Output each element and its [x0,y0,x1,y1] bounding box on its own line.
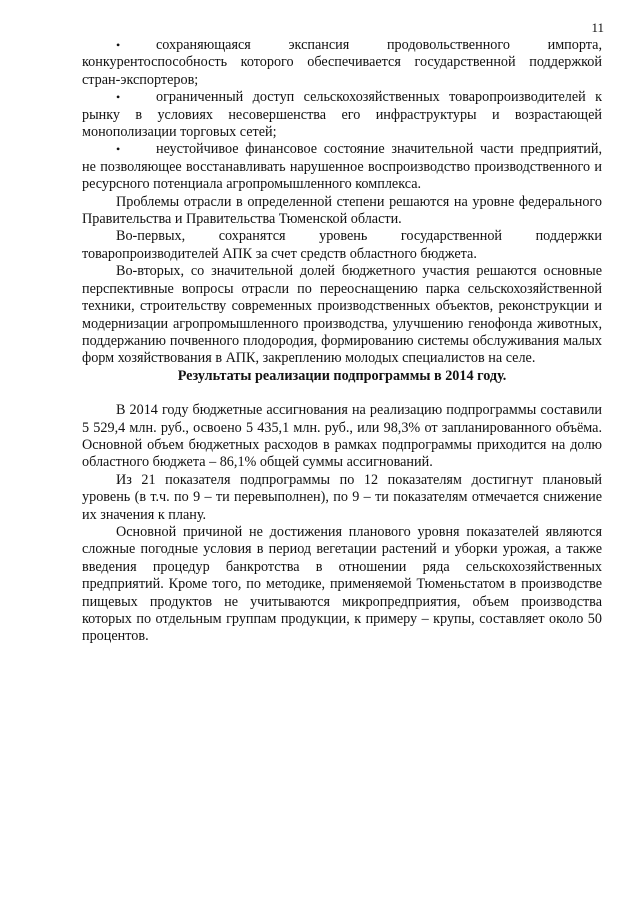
bullet-item-1 [82,37,602,89]
paragraph-second: Во-вторых, со значительной долей бюджетного участия решаются основные перспективные вопросы отрасли по переоснащению парка сельскохозяйственной техники, строительству современных производственных объектов, реконструкции и модернизации агропромышленного производства, улучшению генофонда животных, поддержанию почвенного плодородия, формированию системы обслуживания малых форм хозяйствования в АПК, закреплению молодых специалистов на селе. [82,263,602,367]
bullet-text: неустойчивое финансовое состояние значительной части предприятий, не позволяющее восстанавливать нарушенное воспроизводство производственного и ресурсного потенциала агропромышленного комплекса. [82,141,602,193]
bullet-text: сохраняющаяся экспансия продовольственного импорта, конкурентоспособность которого обеспечивается государственной поддержкой стран-экспортеров; [82,37,602,88]
bullet-item-2 [82,89,602,141]
bullet-icon: • [116,90,121,105]
paragraph-reasons: Основной причиной не достижения планового уровня показателей являются сложные погодные условия в период вегетации растений и уборки урожая, а также введения процедур банкротства в отношении ряда сельскохозяйственных предприятий. Кроме того, по методике, применяемой Тюменьстатом в производстве пищевых продуктов не учитываются микропредприятия, объем производства которых по отдельным группам продукции, к примеру – крупы, составляет около 50 процентов. [82,523,602,645]
paragraph-indicators: Из 21 показателя подпрограммы по 12 показателям достигнут плановый уровень (в т.ч. по 9 – ти перевыполнен), по 9 – ти показателям отмечается снижение их значения к плану. [82,471,602,523]
document-body [82,37,602,646]
page-number: 11 [591,20,604,35]
bullet-icon: • [116,142,121,157]
paragraph-problems: Проблемы отрасли в определенной степени решаются на уровне федерального Правительства и Правительства Тюменской области. [82,193,602,228]
paragraph-budget: В 2014 году бюджетные ассигнования на реализацию подпрограммы составили 5 529,4 млн. руб., освоено 5 435,1 млн. руб., или 98,3% от запланированного объёма. Основной объем бюджетных расходов в рамках подпрограммы приходится на долю областного бюджета – 86,1% общей суммы ассигнований. [82,402,602,471]
spacer [82,385,602,402]
bullet-text: ограниченный доступ сельскохозяйственных товаропроизводителей к рынку в условиях несовершенства его инфраструктуры и возрастающей монополизации торговых сетей; [82,89,602,141]
bullet-icon: • [116,38,121,52]
paragraph-first: Во-первых, сохранятся уровень государственной поддержки товаропроизводителей АПК за счет средств областного бюджета. [82,228,602,262]
bullet-item-3 [82,141,602,193]
section-heading: Результаты реализации подпрограммы в 2014 году. [177,367,507,384]
